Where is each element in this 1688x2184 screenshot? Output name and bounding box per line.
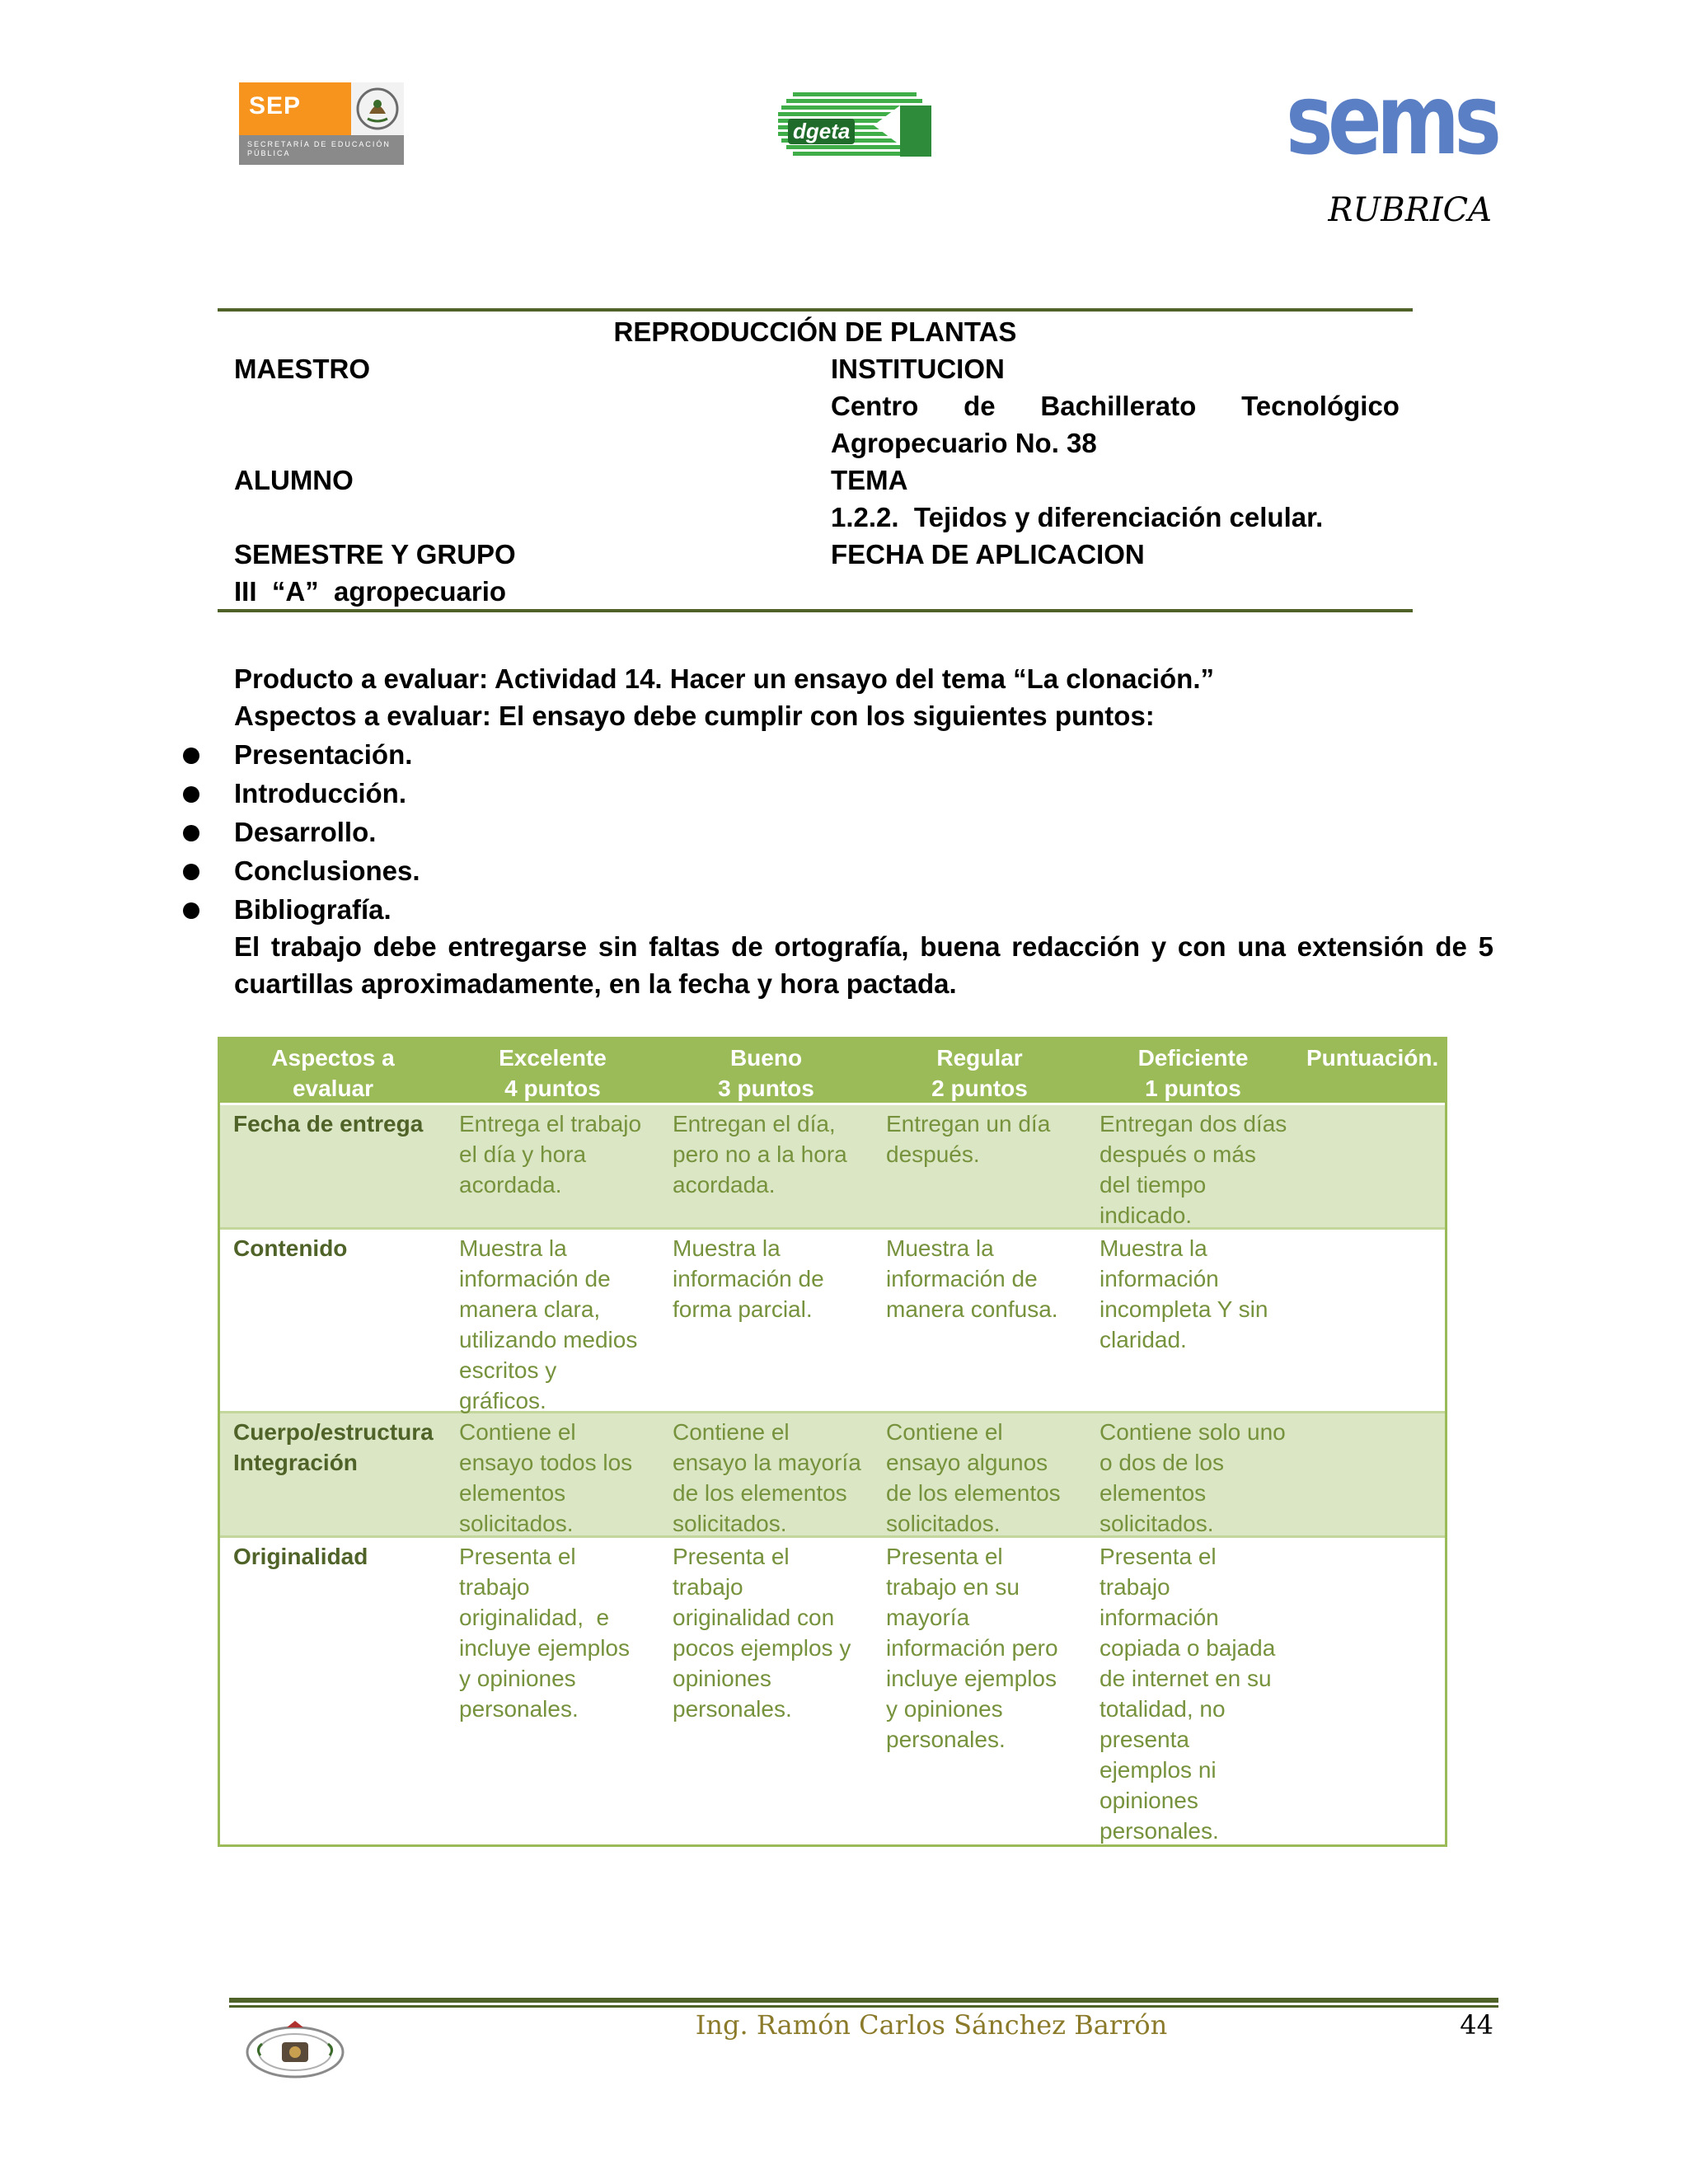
cell-line: de los elementos	[673, 1480, 847, 1506]
dgeta-logo	[776, 89, 933, 162]
cell-line: opiniones	[1100, 1788, 1198, 1813]
dgeta-logo-text: dgeta	[788, 119, 855, 144]
regular-cell	[873, 1413, 1086, 1535]
cell-line: información de	[459, 1266, 611, 1291]
cell-line: acordada.	[673, 1172, 776, 1197]
bullet-item: Desarrollo.	[234, 817, 377, 847]
bullet-item: Bibliografía.	[234, 894, 392, 925]
page-number: 44	[1460, 2009, 1493, 2041]
cell-line: Contiene el	[886, 1419, 1003, 1445]
cell-line: manera confusa.	[886, 1296, 1058, 1322]
header-line: 1 puntos	[1145, 1076, 1241, 1101]
rubric-row-cuerpo	[220, 1413, 1445, 1538]
cell-line: solicitados.	[459, 1511, 574, 1536]
footer-author: Ing. Ramón Carlos Sánchez Barrón	[695, 2009, 1168, 2041]
sep-logo	[239, 82, 404, 165]
bullet-item: Presentación.	[234, 739, 413, 770]
header-cell-bueno	[659, 1039, 873, 1103]
excelente-cell	[446, 1413, 659, 1535]
cell-line: información de	[673, 1266, 824, 1291]
tema-value: 1.2.2. Tejidos y diferenciación celular.	[831, 502, 1324, 532]
cell-line: elementos	[1100, 1480, 1207, 1506]
header-line: Bueno	[729, 1045, 803, 1071]
header-line: Excelente	[499, 1045, 607, 1071]
cell-line: Entrega el trabajo	[459, 1111, 642, 1137]
header-cell-puntuacion	[1300, 1039, 1445, 1103]
cell-line: ensayo todos los	[459, 1450, 633, 1475]
cell-line: totalidad, no	[1100, 1696, 1226, 1722]
institucion-value-line2: Agropecuario No. 38	[831, 428, 1097, 458]
excelente-cell	[446, 1230, 659, 1411]
puntuacion-cell	[1300, 1105, 1445, 1227]
cell-line: indicado.	[1100, 1202, 1193, 1228]
cell-line: después o más	[1100, 1141, 1256, 1167]
cell-line: trabajo en su	[886, 1574, 1020, 1600]
cell-line: solicitados.	[1100, 1511, 1214, 1536]
grupo-value: III “A” agropecuario	[234, 576, 507, 607]
cell-line: del tiempo	[1100, 1172, 1207, 1197]
deficiente-cell	[1086, 1230, 1300, 1411]
header-cell-deficiente	[1086, 1039, 1300, 1103]
cell-line: Entregan el día,	[673, 1111, 836, 1137]
header-cell-regular	[873, 1039, 1086, 1103]
cell-line: escritos y	[459, 1357, 557, 1383]
deficiente-cell	[1086, 1413, 1300, 1535]
fecha-aplicacion-label: FECHA DE APLICACION	[831, 539, 1145, 569]
info-top-rule	[218, 308, 1413, 312]
bueno-cell	[659, 1538, 873, 1844]
aspect-line: Integración	[233, 1450, 358, 1475]
mexico-emblem-icon	[351, 82, 404, 135]
cell-line: Entregan dos días	[1100, 1111, 1287, 1137]
header-line: evaluar	[292, 1076, 374, 1101]
cell-line: mayoría	[886, 1605, 970, 1630]
cell-line: solicitados.	[673, 1511, 787, 1536]
institucion-label: INSTITUCION	[831, 354, 1005, 384]
cell-line: trabajo	[459, 1574, 530, 1600]
institucion-word: de	[964, 391, 996, 421]
bullet-dot	[183, 786, 199, 803]
cell-line: personales.	[1100, 1818, 1219, 1844]
cell-line: incluye ejemplos	[459, 1635, 630, 1661]
bullet-dot	[183, 825, 199, 841]
final-instructions: El trabajo debe entregarse sin faltas de ortografía, buena redacción y con una extensión de 5 cuartillas aproximadamente, en la fecha y hora pactada.	[234, 931, 1493, 999]
cell-line: opiniones	[673, 1666, 771, 1691]
excelente-cell	[446, 1538, 659, 1844]
cell-line: personales.	[673, 1696, 792, 1722]
bueno-cell	[659, 1105, 873, 1227]
aspect-cell	[220, 1105, 446, 1227]
header-line: Regular	[936, 1045, 1023, 1071]
cell-line: Presenta el	[459, 1544, 576, 1569]
deficiente-cell	[1086, 1538, 1300, 1844]
aspectos-line: Aspectos a evaluar: El ensayo debe cumplir con los siguientes puntos:	[234, 701, 1155, 731]
sems-logo-text: sems	[1286, 63, 1497, 176]
alumno-label: ALUMNO	[234, 465, 354, 495]
excelente-cell	[446, 1105, 659, 1227]
cell-line: incluye ejemplos	[886, 1666, 1057, 1691]
cell-line: información	[1100, 1266, 1219, 1291]
cell-line: claridad.	[1100, 1327, 1187, 1352]
header-cell-aspectos	[220, 1039, 446, 1103]
header-line: Deficiente	[1137, 1045, 1249, 1071]
cell-line: ensayo algunos	[886, 1450, 1048, 1475]
deficiente-cell	[1086, 1105, 1300, 1227]
aspect-line: Originalidad	[233, 1544, 368, 1569]
bullet-dot	[183, 864, 199, 880]
rubric-row-contenido	[220, 1230, 1445, 1413]
cell-line: Contiene solo uno	[1100, 1419, 1286, 1445]
cell-line: originalidad, e	[459, 1605, 610, 1630]
cell-line: ejemplos ni	[1100, 1757, 1217, 1783]
sep-logo-text: SEP	[249, 92, 302, 120]
producto-line: Producto a evaluar: Actividad 14. Hacer un ensayo del tema “La clonación.”	[234, 663, 1214, 694]
cell-line: información pero	[886, 1635, 1058, 1661]
semestre-label: SEMESTRE Y GRUPO	[234, 539, 516, 569]
cell-line: originalidad con	[673, 1605, 835, 1630]
cell-line: Presenta el	[673, 1544, 790, 1569]
rubrica-heading: RUBRICA	[1328, 191, 1492, 229]
regular-cell	[873, 1105, 1086, 1227]
cell-line: elementos	[459, 1480, 566, 1506]
cell-line: información	[1100, 1605, 1219, 1630]
cell-line: o dos de los	[1100, 1450, 1224, 1475]
bueno-cell	[659, 1413, 873, 1535]
cell-line: el día y hora	[459, 1141, 587, 1167]
regular-cell	[873, 1230, 1086, 1411]
cell-line: incompleta Y sin	[1100, 1296, 1268, 1322]
cell-line: Muestra la	[886, 1235, 994, 1261]
puntuacion-cell	[1300, 1413, 1445, 1535]
info-bottom-rule	[218, 609, 1413, 612]
rubric-table	[218, 1037, 1447, 1847]
cell-line: de internet en su	[1100, 1666, 1272, 1691]
header-line: 2 puntos	[931, 1076, 1028, 1101]
tema-label: TEMA	[831, 465, 908, 495]
cell-line: solicitados.	[886, 1511, 1001, 1536]
cell-line: de los elementos	[886, 1480, 1061, 1506]
aspect-cell	[220, 1538, 446, 1844]
cell-line: acordada.	[459, 1172, 562, 1197]
cell-line: trabajo	[673, 1574, 743, 1600]
regular-cell	[873, 1538, 1086, 1844]
rubric-header-row	[220, 1039, 1445, 1105]
cell-line: copiada o bajada	[1100, 1635, 1276, 1661]
cell-line: información de	[886, 1266, 1038, 1291]
cell-line: trabajo	[1100, 1574, 1170, 1600]
header-line: Aspectos a	[271, 1045, 395, 1071]
cell-line: forma parcial.	[673, 1296, 813, 1322]
cell-line: personales.	[459, 1696, 579, 1722]
info-title: REPRODUCCIÓN DE PLANTAS	[613, 316, 1017, 347]
cell-line: pero no a la hora	[673, 1141, 847, 1167]
cell-line: utilizando medios	[459, 1327, 638, 1352]
rubric-row-fecha	[220, 1105, 1445, 1230]
cell-line: Muestra la	[673, 1235, 781, 1261]
aspect-cell	[220, 1413, 446, 1535]
cell-line: ensayo la mayoría	[673, 1450, 861, 1475]
bullet-item: Conclusiones.	[234, 855, 420, 886]
aspect-cell	[220, 1230, 446, 1411]
cell-line: personales.	[886, 1727, 1006, 1752]
header-line: 4 puntos	[504, 1076, 601, 1101]
rubric-row-originalidad	[220, 1538, 1445, 1844]
school-seal-icon	[244, 2019, 346, 2082]
maestro-label: MAESTRO	[234, 354, 370, 384]
cell-line: manera clara,	[459, 1296, 601, 1322]
header-line: 3 puntos	[718, 1076, 814, 1101]
aspect-line: Fecha de entrega	[233, 1111, 424, 1137]
bullet-dot	[183, 748, 199, 764]
bullet-item: Introducción.	[234, 778, 406, 808]
bullet-dot	[183, 902, 199, 919]
header-line: Puntuación.	[1306, 1045, 1439, 1071]
puntuacion-cell	[1300, 1538, 1445, 1844]
cell-line: Muestra la	[1100, 1235, 1207, 1261]
cell-line: y opiniones	[886, 1696, 1003, 1722]
sep-logo-subtitle: SECRETARÍA DE EDUCACIÓN PÚBLICA	[247, 140, 391, 157]
institucion-word: Bachillerato	[1040, 391, 1197, 421]
aspect-line: Contenido	[233, 1235, 348, 1261]
footer-rule-thin	[229, 2005, 1498, 2008]
cell-line: pocos ejemplos y	[673, 1635, 851, 1661]
aspect-line: Cuerpo/estructura	[233, 1419, 434, 1445]
institucion-word: Tecnológico	[1241, 391, 1400, 421]
cell-line: después.	[886, 1141, 980, 1167]
cell-line: presenta	[1100, 1727, 1189, 1752]
cell-line: Contiene el	[673, 1419, 790, 1445]
institucion-word: Centro	[831, 391, 919, 421]
header-cell-excelente	[446, 1039, 659, 1103]
institucion-value-line1	[831, 387, 1400, 424]
cell-line: Presenta el	[886, 1544, 1003, 1569]
sems-logo	[1286, 63, 1497, 176]
cell-line: Presenta el	[1100, 1544, 1217, 1569]
cell-line: Entregan un día	[886, 1111, 1051, 1137]
puntuacion-cell	[1300, 1230, 1445, 1411]
cell-line: gráficos.	[459, 1388, 546, 1413]
cell-line: Muestra la	[459, 1235, 567, 1261]
footer-rule	[229, 1998, 1498, 2003]
cell-line: y opiniones	[459, 1666, 576, 1691]
cell-line: Contiene el	[459, 1419, 576, 1445]
bueno-cell	[659, 1230, 873, 1411]
